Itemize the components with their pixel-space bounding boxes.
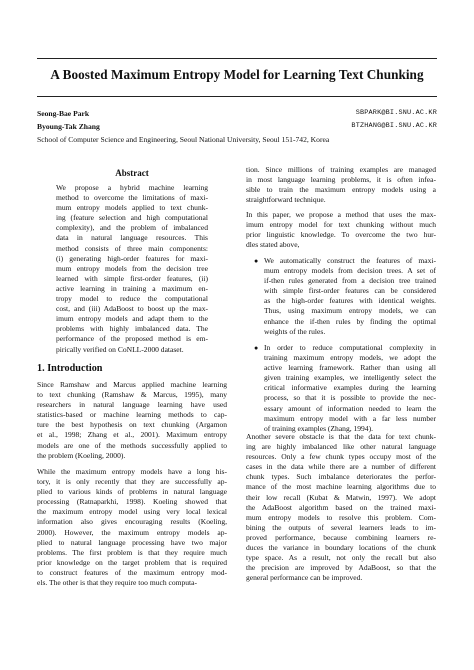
text-line: the precision are improved by AdaBoost, so that the bbox=[246, 563, 436, 573]
affiliation: School of Computer Science and Engineering, Seoul National University, Seoul 151-742, Korea bbox=[37, 135, 330, 144]
text-line: performance of the proposed method is em- bbox=[56, 334, 208, 344]
text-line: maximum entropy model with a far less number bbox=[264, 413, 436, 423]
text-line: (i) generating high-order features for maxi- bbox=[56, 253, 208, 263]
text-line: mance of the most machine learning algorithms due to bbox=[246, 482, 436, 492]
bullet-item-2 bbox=[246, 343, 436, 435]
text-line: active learning in training a maximum en- bbox=[56, 283, 208, 293]
text-line: training maximum entropy models, we adopt the bbox=[264, 353, 436, 363]
text-line: method consists of three main components: bbox=[56, 243, 208, 253]
text-line: proved performance, because combining learners re- bbox=[246, 532, 436, 542]
bullet-icon: ● bbox=[254, 344, 259, 352]
text-line: ing (feature selection and high computational bbox=[56, 213, 208, 223]
text-line: sible to train the maximum entropy models using a bbox=[246, 185, 436, 195]
text-line: problems with highly imbalanced data. The bbox=[56, 324, 208, 334]
text-line: chunk types. Such imbalance deteriorates the perfor- bbox=[246, 472, 436, 482]
text-line: 2000). However, the maximum entropy models ap- bbox=[37, 527, 227, 537]
text-line: et al., 1998; Zhang et al., 2001). Maximum entropy bbox=[37, 430, 227, 440]
text-line: tropy model to reduce the computational bbox=[56, 294, 208, 304]
title-top-rule bbox=[37, 58, 437, 59]
text-line: duces the variance in boundary locations of the chunk bbox=[246, 543, 436, 553]
text-line: bining the outputs of several learners leads to im- bbox=[246, 522, 436, 532]
text-line: weights of the rules. bbox=[264, 326, 326, 336]
text-line: imum entropy model for text chunking without much bbox=[246, 220, 436, 230]
bullet-icon: ● bbox=[254, 257, 259, 265]
text-line: tion. Since millions of training examples are managed bbox=[246, 165, 436, 174]
text-line: While the maximum entropy models have a long his- bbox=[37, 467, 227, 476]
text-line: We automatically construct the features of maxi- bbox=[264, 256, 436, 265]
text-line: mum entropy models from the decision tree bbox=[56, 263, 208, 273]
text-line: models are one of the methods successfully applied to bbox=[37, 440, 227, 450]
title-bottom-rule bbox=[37, 96, 437, 97]
text-line: problems. The first problem is that they require much bbox=[37, 547, 227, 557]
text-line: mum entropy models from decision trees. A set of bbox=[264, 266, 436, 276]
text-line: tory, it is only recently that they are successfully ap- bbox=[37, 477, 227, 487]
text-line: Another severe obstacle is that the data for text chunk- bbox=[246, 432, 436, 441]
text-line: information also gives encouraging results (Koeling, bbox=[37, 517, 227, 527]
text-line: as the high-order features with identical weights. bbox=[264, 296, 436, 306]
text-line: method to overcome the limitations of maxi- bbox=[56, 193, 208, 203]
text-line: dles stated above, bbox=[246, 240, 300, 250]
text-line: the AdaBoost algorithm based on the trained maxi- bbox=[246, 502, 436, 512]
text-line: active learning framework. Rather than using all bbox=[264, 363, 436, 373]
right-paragraph-3 bbox=[246, 432, 436, 583]
text-line: complexity), and the problem of imbalanced bbox=[56, 223, 208, 233]
author-1-name: Seong-Bae Park bbox=[37, 109, 90, 118]
bullet-item-1 bbox=[246, 256, 436, 338]
author-1-email: SBPARK@BI.SNU.AC.KR bbox=[355, 109, 437, 117]
text-line: ture the best hypothesis on text chunking (Argamon bbox=[37, 420, 227, 430]
text-line: in most language learning problems, it is often infea- bbox=[246, 175, 436, 185]
text-line: prior knowledge on the target problem that is required bbox=[37, 557, 227, 567]
text-line: type space. As a result, not only the recall but also bbox=[246, 553, 436, 563]
abstract-body bbox=[56, 183, 208, 355]
text-line: In order to reduce computational complexity in bbox=[264, 343, 436, 352]
text-line: process, so that it is possible to provide the nec- bbox=[264, 393, 436, 403]
right-paragraph-2 bbox=[246, 210, 436, 250]
text-line: els. The other is that they require too much computa- bbox=[37, 578, 197, 588]
text-line: researchers in natural language learning have used bbox=[37, 400, 227, 410]
abstract-heading: Abstract bbox=[115, 168, 149, 178]
text-line: plied to natural language processing have two major bbox=[37, 537, 227, 547]
author-2 bbox=[37, 122, 437, 131]
text-line: straightforward technique. bbox=[246, 195, 326, 205]
text-line: to text chunking (Ramshaw & Marcus, 1995), many bbox=[37, 390, 227, 400]
text-line: if-then rules generated from a decision tree trained bbox=[264, 276, 436, 286]
text-line: enhance the if-then rules by finding the optimal bbox=[264, 316, 436, 326]
text-line: We propose a hybrid machine learning bbox=[56, 183, 208, 192]
text-line: ing are highly imbalanced like other natural language bbox=[246, 442, 436, 452]
text-line: critical informative examples during the learning bbox=[264, 383, 436, 393]
text-line: cases in the data while there are a number of different bbox=[246, 462, 436, 472]
text-line: their low recall (Kubat & Matwin, 1997). We adopt bbox=[246, 492, 436, 502]
text-line: the maximum entropy model using very local lexical bbox=[37, 507, 227, 517]
text-line: given training examples, we intelligently select the bbox=[264, 373, 436, 383]
intro-paragraph-1 bbox=[37, 380, 227, 461]
bullet-1-text bbox=[264, 256, 436, 337]
text-line: mum entropy models applied to text chunk- bbox=[56, 203, 208, 213]
text-line: Thus, using maximum entropy models, we can bbox=[264, 306, 436, 316]
author-2-name: Byoung-Tak Zhang bbox=[37, 122, 100, 131]
text-line: processing (Ratnaparkhi, 1998). Koeling showed that bbox=[37, 497, 227, 507]
text-line: In this paper, we propose a method that uses the max- bbox=[246, 210, 436, 219]
text-line: with simple first-order features can be considered bbox=[264, 286, 436, 296]
text-line: imum entropy models and adapt them to the bbox=[56, 314, 208, 324]
right-paragraph-1 bbox=[246, 165, 436, 205]
paper-title: A Boosted Maximum Entropy Model for Learning Text Chunking bbox=[50, 67, 424, 82]
author-2-email: BTZHANG@BI.SNU.AC.KR bbox=[351, 122, 437, 130]
text-line: learned with simple first-order features, (ii) bbox=[56, 273, 208, 283]
bullet-2-text bbox=[264, 343, 436, 434]
intro-paragraph-2 bbox=[37, 467, 227, 588]
text-line: mum entropy models to resolve this problem. Com- bbox=[246, 512, 436, 522]
text-line: statistics-based or machine learning methods to cap- bbox=[37, 410, 227, 420]
introduction-heading: 1. Introduction bbox=[37, 363, 103, 374]
text-line: Since Ramshaw and Marcus applied machine learning bbox=[37, 380, 227, 389]
text-line: of training examples (Zhang, 1994). bbox=[264, 423, 373, 433]
text-line: prior linguistic knowledge. To overcome the two hur- bbox=[246, 230, 436, 240]
text-line: data in natural language resources. This bbox=[56, 233, 208, 243]
text-line: plied to various kinds of problems in natural language bbox=[37, 487, 227, 497]
text-line: pirically verified on CoNLL-2000 dataset. bbox=[56, 344, 184, 354]
text-line: cost, and (iii) AdaBoost to boost up the max- bbox=[56, 304, 208, 314]
text-line: to construct features of the maximum entropy mod- bbox=[37, 567, 227, 577]
text-line: general performance can be improved. bbox=[246, 573, 363, 583]
author-1 bbox=[37, 109, 437, 118]
text-line: resources. Only a few chunk types occupy most of the bbox=[246, 452, 436, 462]
text-line: the problem (Koeling, 2000). bbox=[37, 450, 126, 460]
text-line: essary amount of information needed to learn the bbox=[264, 403, 436, 413]
